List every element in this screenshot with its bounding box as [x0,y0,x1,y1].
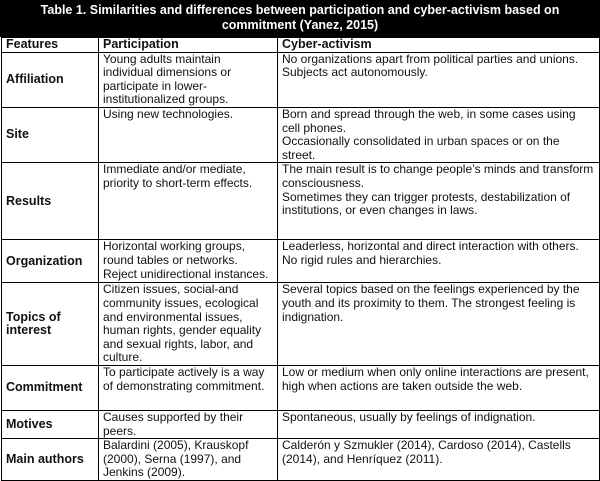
cyber-activism-text: Born and spread through the web, in some cases using cell phones. [282,106,576,135]
participation-cell: Causes supported by their peers. [99,410,278,438]
feature-cell: Topics of interest [2,283,99,366]
feature-cell: Main authors [2,439,99,481]
header-features: Features [2,38,99,53]
feature-cell: Organization [2,240,99,283]
participation-cell: Horizontal working groups, round tables or networks. Reject unidirectional instances. [99,240,278,283]
cyber-activism-cell: Calderón y Szmukler (2014), Cardoso (2014), Castells (2014), and Henríquez (2011). [278,439,600,481]
cyber-activism-text-2: Sometimes they can trigger protests, destabilization of institutions, or even changes in laws. [282,189,571,218]
participation-cell: To participate actively is a way of demonstrating commitment. [99,365,278,410]
participation-cell: Using new technologies. [99,107,278,162]
feature-cell: Site [2,107,99,162]
table-caption [0,0,600,37]
feature-cell: Motives [2,410,99,438]
feature-cell: Affiliation [2,52,99,107]
participation-cell: Citizen issues, social-and community issues, ecological and environmental issues, human rights, gender equality and sexual rights, labor, and culture. [99,283,278,366]
feature-cell: Results [2,163,99,240]
participation-cell: Balardini (2005), Krauskopf (2000), Serna (1997), and Jenkins (2009). [99,439,278,481]
cyber-activism-cell: Leaderless, horizontal and direct interaction with others. No rigid rules and hierarchies. [278,240,600,283]
cyber-activism-text-2: Occasionally consolidated in urban spaces or on the street. [282,134,560,162]
cyber-activism-cell [278,163,600,240]
header-participation: Participation [99,38,278,53]
table-row [2,163,600,240]
cyber-activism-cell: Spontaneous, usually by feelings of indignation. [278,410,600,438]
feature-cell: Commitment [2,365,99,410]
participation-cell: Immediate and/or mediate, priority to short-term effects. [99,163,278,240]
cyber-activism-cell: Several topics based on the feelings experienced by the youth and its proximity to them. The strongest feeling is indignation. [278,283,600,366]
cyber-activism-text: The main result is to change people’s minds and transform consciousness. [282,162,594,190]
comparison-table [1,37,600,481]
table-row [2,107,600,162]
header-row [2,38,600,53]
cyber-activism-cell [278,107,600,162]
participation-cell: Young adults maintain individual dimensions or participate in lower-institutionalized groups. [99,52,278,107]
cyber-activism-cell: Low or medium when only online interactions are present, high when actions are taken outside the web. [278,365,600,410]
cyber-activism-cell: No organizations apart from political parties and unions. Subjects act autonomously. [278,52,600,107]
table-row [2,410,600,438]
table-row [2,365,600,410]
table-row [2,240,600,283]
caption-line-2: commitment (Yanez, 2015) [221,18,379,32]
table-row [2,283,600,366]
header-cyber-activism: Cyber-activism [278,38,600,53]
table-row [2,52,600,107]
caption-line-1: Table 1. Similarities and differences between participation and cyber-activism based on [40,3,560,17]
table-row [2,439,600,481]
